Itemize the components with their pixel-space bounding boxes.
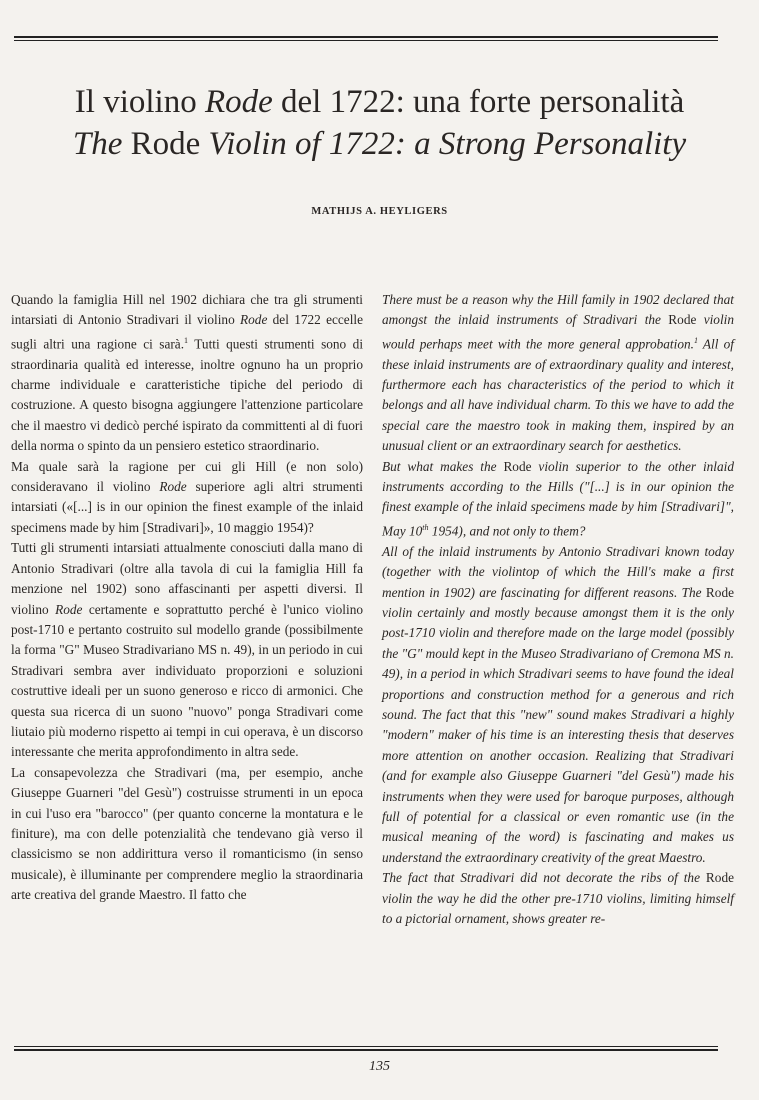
paragraph: All of the inlaid instruments by Antonio Stradivari known today (together with the violintop of which the Hill's make a first mention in 1902) are fascinating for different reasons. The Rode violin certainly and mostly because amongst them it is the only post-1710 violin and therefore made on the large model (possibly the "G" mould kept in the Museo Stradivariano of Cremona MS n. 49), in a period in which Stradivari seems to have found the ideal proportions and construction method for a generous and rich sound. The fact that this "new" sound makes Stradivari a highly "modern" maker of his time is an interesting thesis that deserves more attention on another occasion. Realizing that Stradivari (and for example also Giuseppe Guarneri "del Gesù") made his instruments when they were used for baroque purposes, although full of potential for a classical or even romantic use (in the musical meaning of the word) is fascinating and makes us understand the extraordinary creativity of the great Maestro. (382, 543, 734, 865)
author-name: MATHIJS A. HEYLIGERS (311, 206, 448, 217)
paragraph: Tutti gli strumenti intarsiati attualmente conosciuti dalla mano di Antonio Stradivari (oltre alla tavola di cui la famiglia Hill fa menzione nel 1902) sono affascinanti per aspetti diversi. Il violino Rode certamente e soprattutto perché è l'unico violino post-1710 e pertanto costruito sul modello grande (possibilmente la forma "G" Museo Stradivariano MS n. 49), in un periodo in cui Stradivari sembra aver individuato proporzioni e soluzioni costruttive ideali per un suono generoso e ricco di armonici. Che questa sua ricerca di un suono "nuovo" ponga Stradivari come liutaio più moderno rispetto ai tempi in cui operava, è un discorso interessante che merita approfondimento in altra sede. (11, 540, 363, 760)
paragraph: There must be a reason why the Hill family in 1902 declared that amongst the inlaid instruments of Stradivari the Rode violin would perhaps meet with the more general approbation.$^1$ All of these inlaid instruments are of extraordinary quality and interest, furthermore each has characteristics of the period to which it belongs and all have individual charm. To this we have to add the special care the maestro took in making them, inspired by an unusual client or an extraordinary search for aesthetics. (382, 292, 734, 454)
title-english: The Rode Violin of 1722: a Strong Personality (72, 126, 687, 162)
paragraph: Ma quale sarà la ragione per cui gli Hill (e non solo) consideravano il violino Rode superiore agli altri strumenti intarsiati («[...] is in our opinion the finest example of the inlaid specimens made by him [Stradivari]», 10 maggio 1954)? (11, 458, 363, 535)
page-number: 135 (369, 1059, 390, 1074)
paragraph: But what makes the Rode violin superior to the other inlaid instruments according to the Hills ("[...] is in our opinion the finest example of the inlaid specimens made by him [Stradivari]", May 10th 1954), and not only to them? (382, 458, 734, 539)
footnote-ref[interactable]: 1 (184, 335, 189, 345)
paragraph: The fact that Stradivari did not decorate the ribs of the Rode violin the way he did the other pre-1710 violins, limiting himself to a pictorial ornament, shows greater re- (382, 870, 734, 927)
title-italian: Il violino Rode del 1722: una forte personalità (74, 84, 685, 120)
bottom-rule (14, 1046, 718, 1051)
paragraph: La consapevolezza che Stradivari (ma, per esempio, anche Giuseppe Guarneri "del Gesù") costruisse strumenti in un epoca in cui l'uso era "barocco" (per quanto concerne la montatura e le finiture), ma con delle potenzialità che tendevano già verso il classicismo se non addirittura verso il romanticismo (in senso musicale), è illuminante per comprendere meglio la straordinaria arte creativa del grande Maestro. Il fatto che (11, 764, 363, 903)
italian-text-column (11, 290, 363, 906)
footnote-ref[interactable]: 1 (693, 335, 698, 345)
title-block (0, 82, 759, 164)
top-rule (14, 36, 718, 41)
english-text-column (382, 290, 734, 929)
paragraph: Quando la famiglia Hill nel 1902 dichiara che tra gli strumenti intarsiati di Antonio Stradivari il violino Rode del 1722 eccelle sugli altri una ragione ci sarà.$^1$ Tutti questi strumenti sono di straordinaria qualità ed interesse, inoltre ognuno ha un proprio charme individuale e caratteristiche tipiche del periodo di costruzione. A questo bisogna aggiungere l'attenzione particolare che il maestro vi dedicò perché ispirato da committenti al di fuori della norma o spinto da un pensiero estetico straordinario. (11, 292, 364, 454)
